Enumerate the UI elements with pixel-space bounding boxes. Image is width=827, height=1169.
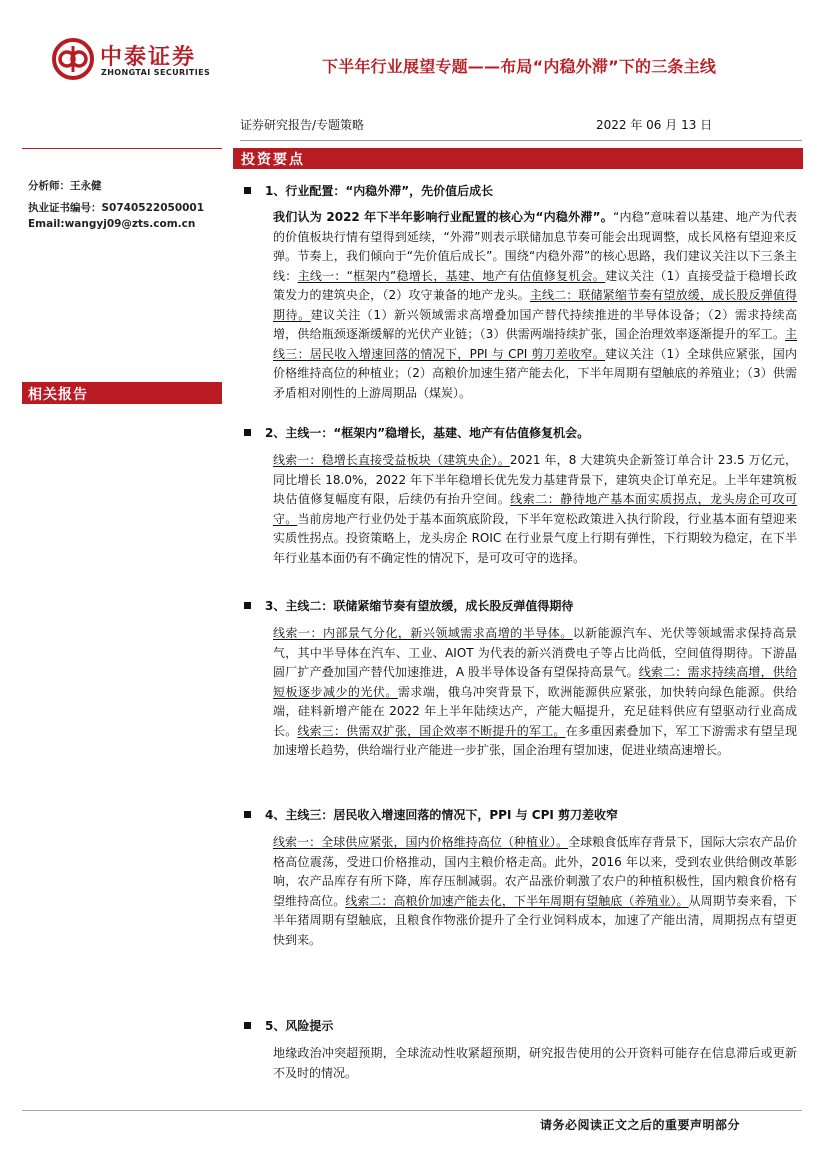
- summary-header: [233, 148, 803, 169]
- header-divider: [240, 140, 802, 141]
- analyst-name: 分析师：王永健: [28, 180, 102, 192]
- bullet-square-icon: [244, 1022, 251, 1029]
- section-paragraph: 线索一：稳增长直接受益板块（建筑央企）。2021 年，8 大建筑央企新签订单合计 23.5 万亿元，同比增长 18.0%，2022 年下半年稳增长优先发力基建背景下，建筑央企订单充足。上半年建筑板块估值修复幅度有限，后续仍有抬升空间。线索二：静待地产基本面实质拐点，龙头房企可攻可守。当前房地产行业仍处于基本面筑底阶段，下半年宽松政策进入执行阶段，行业基本面有望迎来实质性拐点。投资策略上，龙头房企 ROIC 在行业景气度上行期有弹性，下行期较为稳定，在下半年行业基本面仍有不确定性的情况下，是可攻可守的选择。: [273, 453, 797, 565]
- section-heading: 4、主线三：居民收入增速回落的情况下，PPI 与 CPI 剪刀差收窄: [244, 806, 618, 823]
- footer-divider: [22, 1110, 802, 1111]
- report-date: 2022 年 06 月 13 日: [596, 118, 713, 132]
- section-heading: 3、主线二：联储紧缩节奏有望放缓，成长股反弹值得期待: [244, 597, 573, 614]
- section-heading: 5、风险提示: [244, 1017, 333, 1034]
- sidebar-divider: [22, 148, 222, 149]
- bullet-square-icon: [244, 602, 251, 609]
- section-heading: 2、主线一：“框架内”稳增长，基建、地产有估值修复机会。: [244, 424, 589, 441]
- company-logo: [52, 38, 220, 80]
- related-reports-label: 相关报告: [28, 387, 88, 403]
- bullet-square-icon: [244, 811, 251, 818]
- section-paragraph: 线索一：全球供应紧张，国内价格维持高位（种植业）。全球粮食低库存背景下，国际大宗农产品价格高位震荡，受进口价格推动，国内主粮价格走高。此外，2016 年以来，受到农业供给侧改革影响，农产品库存有所下降，库存压制减弱。农产品涨价刺激了农户的种植积极性，国内粮食价格有望维持高位。线索二：高粮价加速产能去化，下半年周期有望触底（养殖业）。从周期节奏来看，下半年猪周期有望触底，且粮食作物涨价提升了全行业饲料成本，加速了产能出清，周期拐点有望更快到来。: [273, 835, 797, 947]
- analyst-license: 执业证书编号：S0740522050001: [28, 202, 205, 214]
- footer-disclaimer: 请务必阅读正文之后的重要声明部分: [540, 1118, 741, 1132]
- section-paragraph: 我们认为 2022 年下半年影响行业配置的核心为“内稳外滞”。“内稳”意味着以基建、地产为代表的价值板块行情有望得到延续，“外滞”则表示联储加息节奏可能会出现调整，成长风格有望迎来反弹。节奏上，我们倾向于“先价值后成长”。围绕“内稳外滞”的核心思路，我们建议关注以下三条主线：主线一：“框架内”稳增长，基建、地产有估值修复机会。建议关注（1）直接受益于稳增长政策发力的建筑央企，（2）攻守兼备的地产龙头。主线二：联储紧缩节奏有望放缓，成长股反弹值得期待。建议关注（1）新兴领域需求高增叠加国产替代持续推进的半导体设备；（2）需求持续高增，供给瓶颈逐渐缓解的光伏产业链；（3）供需两端持续扩张，国企治理效率逐渐提升的军工。主线三：居民收入增速回落的情况下，PPI 与 CPI 剪刀差收窄。建议关注（1）全球供应紧张，国内价格维持高位的种植业；（2）高粮价加速生猪产能去化，下半年周期有望触底的养殖业；（3）供需矛盾相对刚性的上游周期品（煤炭）。: [273, 210, 798, 400]
- zhongtai-logo-icon: [52, 38, 94, 80]
- analyst-info: [28, 178, 204, 232]
- brand-name-en: ZHONGTAI SECURITIES: [101, 68, 211, 77]
- report-type: 证券研究报告/专题策略: [240, 118, 365, 132]
- analyst-email[interactable]: Email:wangyj09@zts.com.cn: [28, 218, 196, 230]
- summary-heading: 投资要点: [241, 152, 305, 168]
- report-title: 下半年行业展望专题——布局“内稳外滞”下的三条主线: [322, 57, 717, 76]
- bullet-square-icon: [244, 187, 251, 194]
- brand-name-cn: 中泰证券: [100, 45, 197, 70]
- bullet-square-icon: [244, 429, 251, 436]
- related-reports-header: [22, 382, 222, 404]
- section-paragraph: 线索一：内部景气分化，新兴领域需求高增的半导体。以新能源汽车、光伏等领域需求保持高景气，其中半导体在汽车、工业、AIOT 为代表的新兴消费电子等占比尚低，空间值得期待。下游晶圆厂扩产叠加国产替代加速推进，A 股半导体设备有望保持高景气。线索二：需求持续高增，供给短板逐步减少的光伏。需求端，俄乌冲突背景下，欧洲能源供应紧张，加快转向绿色能源。供给端，硅料新增产能在 2022 年上半年陆续达产，产能大幅提升，充足硅料供应有望驱动行业高成长。线索三：供需双扩张，国企效率不断提升的军工。在多重因素叠加下，军工下游需求有望呈现加速增长趋势，供给端行业产能进一步扩张，国企治理有望加速，促进业绩高速增长。: [273, 626, 797, 757]
- section-paragraph: 地缘政治冲突超预期，全球流动性收紧超预期，研究报告使用的公开资料可能存在信息滞后或更新不及时的情况。: [273, 1046, 797, 1080]
- section-heading: 1、行业配置：“内稳外滞”，先价值后成长: [244, 182, 493, 199]
